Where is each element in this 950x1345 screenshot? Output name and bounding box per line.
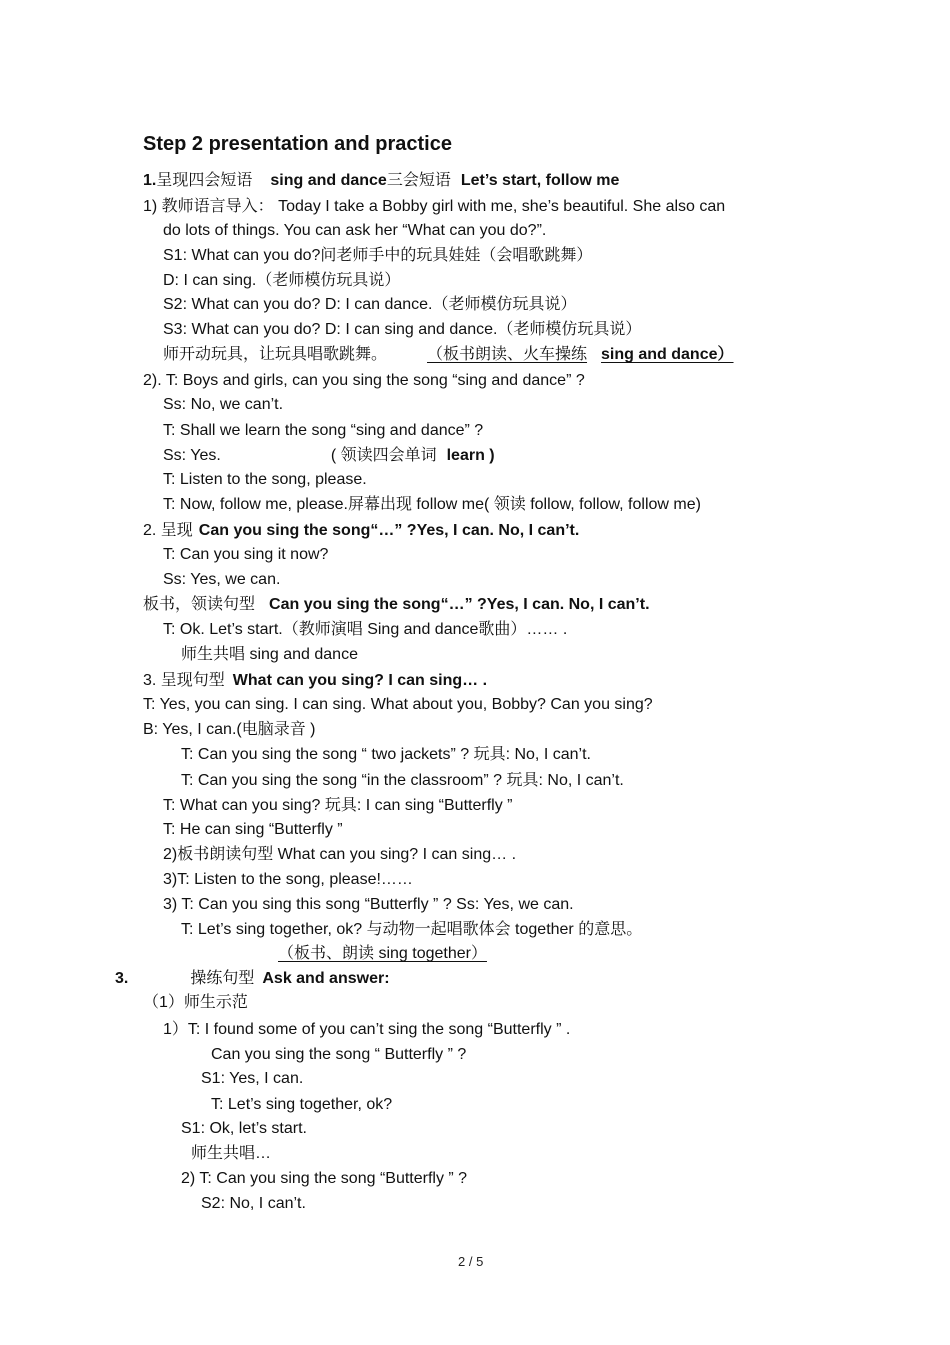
text-line: [143, 595, 650, 615]
text-line: T: Let’s sing together, ok?: [211, 1096, 393, 1113]
text-line: 1）T: I found some of you can’t sing the song “Butterfly ” .: [163, 1021, 571, 1038]
underlined-note: （板书、朗读 sing together）: [278, 945, 487, 962]
section-number: 1.: [143, 172, 157, 189]
text-line: T: Can you sing the song “ two jackets” ? 玩具: No, I can’t.: [181, 746, 591, 763]
text-line: 3) T: Can you sing this song “Butterfly ” ? Ss: Yes, we can.: [163, 896, 574, 913]
text-bold: learn ): [446, 447, 495, 464]
phrase-bold: sing and dance: [270, 172, 387, 189]
section-1-title: [143, 171, 619, 191]
text-fragment: ( 领读四会单词: [330, 447, 437, 464]
text-fragment: 板书，领读句型: [143, 596, 256, 613]
text-line: T: Let’s sing together, ok? 与动物一起唱歌体会 together 的意思。: [181, 921, 643, 938]
text-bold: What can you sing? I can sing… .: [232, 672, 488, 689]
section-heading: Step 2 presentation and practice: [143, 133, 452, 155]
text-line: T: Yes, you can sing. I can sing. What about you, Bobby? Can you sing?: [143, 696, 653, 713]
text-line: T: Shall we learn the song “sing and dance” ?: [163, 422, 484, 439]
text-line: B: Yes, I can.(电脑录音 ): [143, 721, 316, 738]
text-fragment: 师开动玩具，让玩具唱歌跳舞。: [163, 346, 388, 363]
text-line: [143, 671, 487, 691]
note-text: （板书朗读、火车操练: [427, 346, 588, 363]
text-line: S2: No, I can’t.: [201, 1195, 306, 1212]
text-fragment: 3. 呈现句型: [143, 672, 225, 689]
text-line: D: I can sing.（老师模仿玩具说）: [163, 272, 401, 289]
text-line: Ss: Yes, we can.: [163, 571, 281, 588]
text-line: T: He can sing “Butterfly ”: [163, 821, 343, 838]
section-number: 3.: [115, 970, 129, 987]
text-fragment: 2. 呈现: [143, 522, 193, 539]
text-line: 3)T: Listen to the song, please!……: [163, 871, 413, 888]
text-line: T: Listen to the song, please.: [163, 471, 367, 488]
text-line: T: Ok. Let’s start.（教师演唱 Sing and dance歌曲）…… .: [163, 621, 568, 638]
text-line: T: What can you sing? 玩具: I can sing “Butterfly ”: [163, 797, 513, 814]
text-line: S2: What can you do? D: I can dance.（老师模仿玩具说）: [163, 296, 577, 313]
text-line: （1）师生示范: [143, 994, 248, 1011]
phrase-bold: Let’s start, follow me: [460, 172, 620, 189]
text-line: 2). T: Boys and girls, can you sing the song “sing and dance” ?: [143, 372, 585, 389]
note-bold: sing and dance）: [601, 346, 734, 363]
text-line: Can you sing the song “ Butterfly ” ?: [211, 1046, 467, 1063]
text-line: 师生共唱 sing and dance: [181, 646, 358, 663]
text-line: [163, 446, 495, 466]
text-bold: Can you sing the song“…” ?Yes, I can. No, I can’t.: [269, 596, 650, 613]
text-line: S1: Ok, let’s start.: [181, 1120, 307, 1137]
text-line: [163, 345, 734, 365]
text-line: S1: What can you do?问老师手中的玩具娃娃（会唱歌跳舞）: [163, 247, 593, 264]
text-line: 2) T: Can you sing the song “Butterfly ” ?: [181, 1170, 468, 1187]
section-text: 操练句型: [190, 970, 255, 987]
page-number: 2 / 5: [458, 1254, 484, 1269]
text-line: Ss: No, we can’t.: [163, 396, 284, 413]
text-bold: Ask and answer:: [262, 970, 390, 987]
section-text: 呈现四会短语: [156, 172, 253, 189]
text-line: [143, 521, 579, 541]
section-3-title: [115, 969, 390, 989]
text-line: 2)板书朗读句型 What can you sing? I can sing… .: [163, 846, 517, 863]
text-line: T: Now, follow me, please.屏幕出现 follow me( 领读 follow, follow, follow me): [163, 496, 701, 513]
text-line: S3: What can you do? D: I can sing and dance.（老师模仿玩具说）: [163, 321, 642, 338]
text-line: T: Can you sing the song “in the classroom” ? 玩具: No, I can’t.: [181, 772, 624, 789]
underlined-note: [427, 346, 734, 363]
text-line: 师生共唱…: [191, 1145, 272, 1162]
section-text: 三会短语: [386, 172, 451, 189]
text-bold: Can you sing the song“…” ?Yes, I can. No, I can’t.: [198, 522, 580, 539]
text-line: S1: Yes, I can.: [201, 1070, 304, 1087]
text-line: do lots of things. You can ask her “What can you do?”.: [163, 222, 547, 239]
text-line: T: Can you sing it now?: [163, 546, 329, 563]
text-fragment: Ss: Yes.: [163, 447, 221, 464]
text-line: 1) 教师语言导入： Today I take a Bobby girl with me, she’s beautiful. She also can: [143, 198, 726, 215]
